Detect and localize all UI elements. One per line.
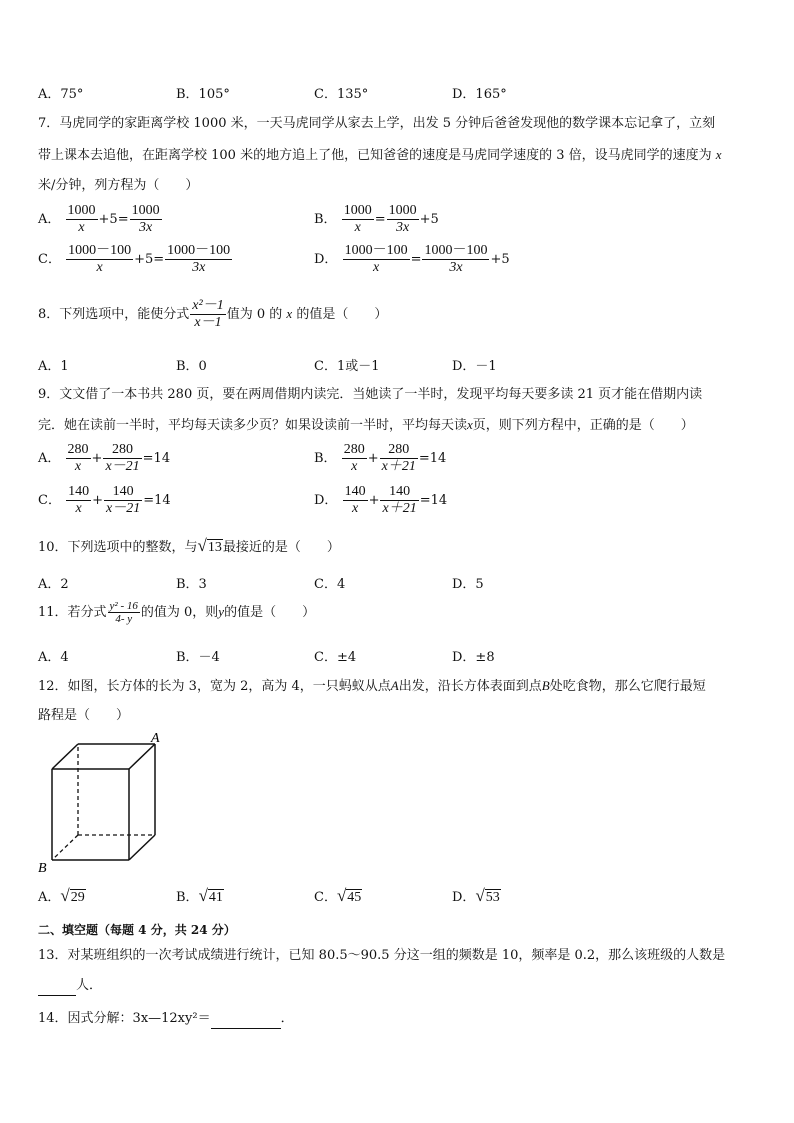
fraction: $\frac{140}{x-21}$ <box>106 484 141 516</box>
answer-blank <box>211 1010 281 1029</box>
fraction: $\frac{140}{x}$ <box>68 484 90 516</box>
fraction: $\frac{\text{y² - 16}}{4- y}$ <box>109 600 138 625</box>
q10-option-c: C．4 <box>314 577 346 592</box>
q10-stem: 10．下列选项中的整数，与√13最接近的是（ ） <box>38 536 340 555</box>
fraction: $\frac{\text{x²－1}}{x-1}$ <box>192 298 224 330</box>
q13-stem-line2: 人． <box>38 977 102 996</box>
fraction: $\frac{280}{x}$ <box>343 442 365 474</box>
q12-stem-line1: 12．如图，长方体的长为 3，宽为 2，高为 4，一只蚂蚁从点A出发，沿长方体表面到点B处吃食物，那么它爬行最短 <box>38 678 706 694</box>
q9-option-b: B． $\frac{280}{x}$ + $\frac{280}{x+21}$ =14 <box>314 442 447 474</box>
q13-stem-line1: 13．对某班组织的一次考试成绩进行统计，已知 80.5～90.5 分这一组的频数是 10，频率是 0.2，那么该班级的人数是 <box>38 948 726 963</box>
fraction: $\frac{1000}{x}$ <box>343 203 372 235</box>
cuboid-figure <box>30 730 180 875</box>
q12-stem-line2: 路程是（ ） <box>38 708 130 723</box>
q9-option-a: A． $\frac{280}{x}$ + $\frac{280}{x-21}$ =14 <box>38 442 171 474</box>
q8-option-b: B．0 <box>176 359 207 374</box>
q7-stem-line1: 7．马虎同学的家距离学校 1000 米，一天马虎同学从家去上学，出发 5 分钟后爸爸发现他的数学课本忘记拿了，立刻 <box>38 116 716 131</box>
q6-option-b: B．105° <box>176 87 230 102</box>
q9-stem-line2: 完．她在读前一半时，平均每天读多少页？如果设读前一半时，平均每天读x页，则下列方程中，正确的是（ ） <box>38 417 694 433</box>
fraction: $\frac{140}{x}$ <box>344 484 366 516</box>
q11-option-d: D．±8 <box>452 650 495 665</box>
q8-stem: 8．下列选项中，能使分式 $\frac{\text{x²－1}}{x-1}$ 值为 0 的 x 的值是（ ） <box>38 298 388 330</box>
q6-option-d: D．165° <box>452 87 507 102</box>
visible-edge <box>129 744 155 769</box>
fraction: $\frac{1000}{x}$ <box>67 203 96 235</box>
q12-option-b: B．√41 <box>176 886 223 905</box>
q7-stem-line3: 米/分钟，列方程为（ ） <box>38 178 199 193</box>
label-b: B <box>38 861 47 875</box>
hidden-edge <box>52 835 78 860</box>
q7-option-a: A． $\frac{1000}{x}$ +5= $\frac{1000}{3x}$ <box>38 203 160 235</box>
q14-stem: 14．因式分解：3x—12xy²＝ ． <box>38 1010 294 1029</box>
q9-option-d: D． $\frac{140}{x}$ + $\frac{140}{x+21}$ =14 <box>314 484 448 516</box>
q8-option-a: A．1 <box>38 359 69 374</box>
label-a: A <box>151 731 160 746</box>
q8-option-c: C．1或－1 <box>314 359 380 374</box>
q7-option-d: D． $\frac{1000-100}{x}$ = $\frac{1000-100}{3x}$ +5 <box>314 243 510 275</box>
fraction: $\frac{1000-100}{x}$ <box>68 243 132 275</box>
fraction: $\frac{1000}{3x}$ <box>388 203 417 235</box>
sqrt: √53 <box>475 886 500 905</box>
q7-stem-line2: 带上课本去追他，在距离学校 100 米的地方追上了他，已知爸爸的速度是马虎同学速度的 3 倍，设马虎同学的速度为 x <box>38 147 722 163</box>
sqrt: √13 <box>197 536 222 555</box>
section-title: 二、填空题（每题 4 分，共 24 分） <box>38 923 236 937</box>
q11-option-b: B．－4 <box>176 650 220 665</box>
fraction: $\frac{280}{x-21}$ <box>105 442 140 474</box>
sqrt: √45 <box>336 886 362 905</box>
q7-variable: x <box>715 147 722 162</box>
visible-edge <box>129 835 155 860</box>
q6-option-a: A．75° <box>38 87 84 102</box>
answer-blank <box>38 977 76 996</box>
q9-stem-line1: 9．文文借了一本书共 280 页，要在两周借期内读完．当她读了一半时，发现平均每天要多读 21 页才能在借期内读 <box>38 387 703 402</box>
fraction: $\frac{1000-100}{3x}$ <box>424 243 488 275</box>
q10-option-a: A．2 <box>38 577 69 592</box>
q7-option-c: C． $\frac{1000-100}{x}$ +5= $\frac{1000-100}{3x}$ <box>38 243 231 275</box>
q10-option-d: D．5 <box>452 577 484 592</box>
visible-edge <box>52 744 78 769</box>
q12-option-c: C．√45 <box>314 886 362 905</box>
fraction: $\frac{280}{x+21}$ <box>381 442 416 474</box>
q8-option-d: D．－1 <box>452 359 497 374</box>
q7-option-b: B． $\frac{1000}{x}$ = $\frac{1000}{3x}$ +5 <box>314 203 439 235</box>
q11-option-a: A．4 <box>38 650 69 665</box>
fraction: $\frac{1000-100}{3x}$ <box>167 243 231 275</box>
q10-option-b: B．3 <box>176 577 207 592</box>
sqrt: √29 <box>60 886 85 905</box>
q12-option-a: A．√29 <box>38 886 85 905</box>
q9-option-c: C． $\frac{140}{x}$ + $\frac{140}{x-21}$ =14 <box>38 484 171 516</box>
q6-option-c: C．135° <box>314 87 369 102</box>
fraction: $\frac{280}{x}$ <box>67 442 89 474</box>
q12-option-d: D．√53 <box>452 886 500 905</box>
fraction: $\frac{1000-100}{x}$ <box>344 243 408 275</box>
fraction: $\frac{1000}{3x}$ <box>131 203 160 235</box>
fraction: $\frac{140}{x+21}$ <box>382 484 417 516</box>
q11-option-c: C．±4 <box>314 650 357 665</box>
sqrt: √41 <box>198 886 223 905</box>
q11-stem: 11．若分式 $\frac{\text{y² - 16}}{4- y}$ 的值为 0，则y的值是（ ） <box>38 600 316 625</box>
